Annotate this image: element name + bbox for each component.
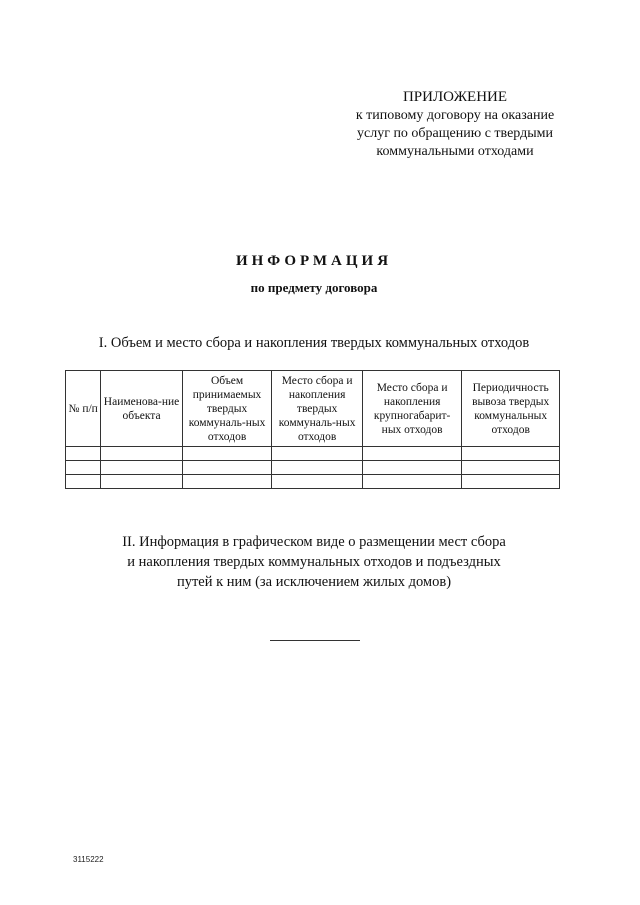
table-row bbox=[66, 475, 560, 489]
appendix-block bbox=[320, 88, 590, 161]
section-1-heading: I. Объем и место сбора и накопления твердых коммунальных отходов bbox=[98, 335, 530, 351]
appendix-line: услуг по обращению с твердыми bbox=[357, 126, 553, 141]
document-code: 3115222 bbox=[73, 855, 104, 864]
table-cell bbox=[272, 447, 363, 461]
header-bulky-waste-place: Место сбора и накопления крупногабарит-ных отходов bbox=[362, 371, 461, 447]
table-cell bbox=[66, 447, 101, 461]
table-cell bbox=[272, 475, 363, 489]
appendix-line: к типовому договору на оказание bbox=[355, 108, 555, 123]
section-2-line: II. Информация в графическом виде о размещении мест сбора bbox=[122, 534, 506, 550]
section-2-heading bbox=[0, 532, 628, 592]
table-header-row bbox=[66, 371, 560, 447]
header-removal-frequency: Периодичность вывоза твердых коммунальных отходов bbox=[462, 371, 560, 447]
header-waste-volume: Объем принимаемых твердых коммуналь-ных отходов bbox=[182, 371, 272, 447]
table-cell bbox=[101, 475, 182, 489]
table-row bbox=[66, 461, 560, 475]
table-cell bbox=[101, 447, 182, 461]
appendix-heading: ПРИЛОЖЕНИЕ bbox=[402, 89, 508, 105]
table-cell bbox=[66, 475, 101, 489]
section-2-line: и накопления твердых коммунальных отходов и подъездных bbox=[127, 554, 501, 570]
table-cell bbox=[362, 461, 461, 475]
section-2-line: путей к ним (за исключением жилых домов) bbox=[176, 574, 452, 590]
table-cell bbox=[362, 447, 461, 461]
table-cell bbox=[272, 461, 363, 475]
table-cell bbox=[182, 461, 272, 475]
table-cell bbox=[462, 447, 560, 461]
header-collection-place: Место сбора и накопления твердых коммуналь-ных отходов bbox=[272, 371, 363, 447]
appendix-line: коммунальными отходами bbox=[376, 144, 534, 159]
end-divider bbox=[270, 640, 360, 641]
waste-info-table bbox=[65, 370, 560, 489]
document-subtitle: по предмету договора bbox=[250, 280, 378, 295]
header-number: № п/п bbox=[66, 371, 101, 447]
header-object-name: Наименова-ние объекта bbox=[101, 371, 182, 447]
document-title: ИНФОРМАЦИЯ bbox=[235, 253, 393, 269]
table-cell bbox=[182, 447, 272, 461]
table-cell bbox=[101, 461, 182, 475]
table-row bbox=[66, 447, 560, 461]
table-cell bbox=[362, 475, 461, 489]
table-cell bbox=[182, 475, 272, 489]
table-cell bbox=[462, 475, 560, 489]
table-cell bbox=[462, 461, 560, 475]
table-cell bbox=[66, 461, 101, 475]
